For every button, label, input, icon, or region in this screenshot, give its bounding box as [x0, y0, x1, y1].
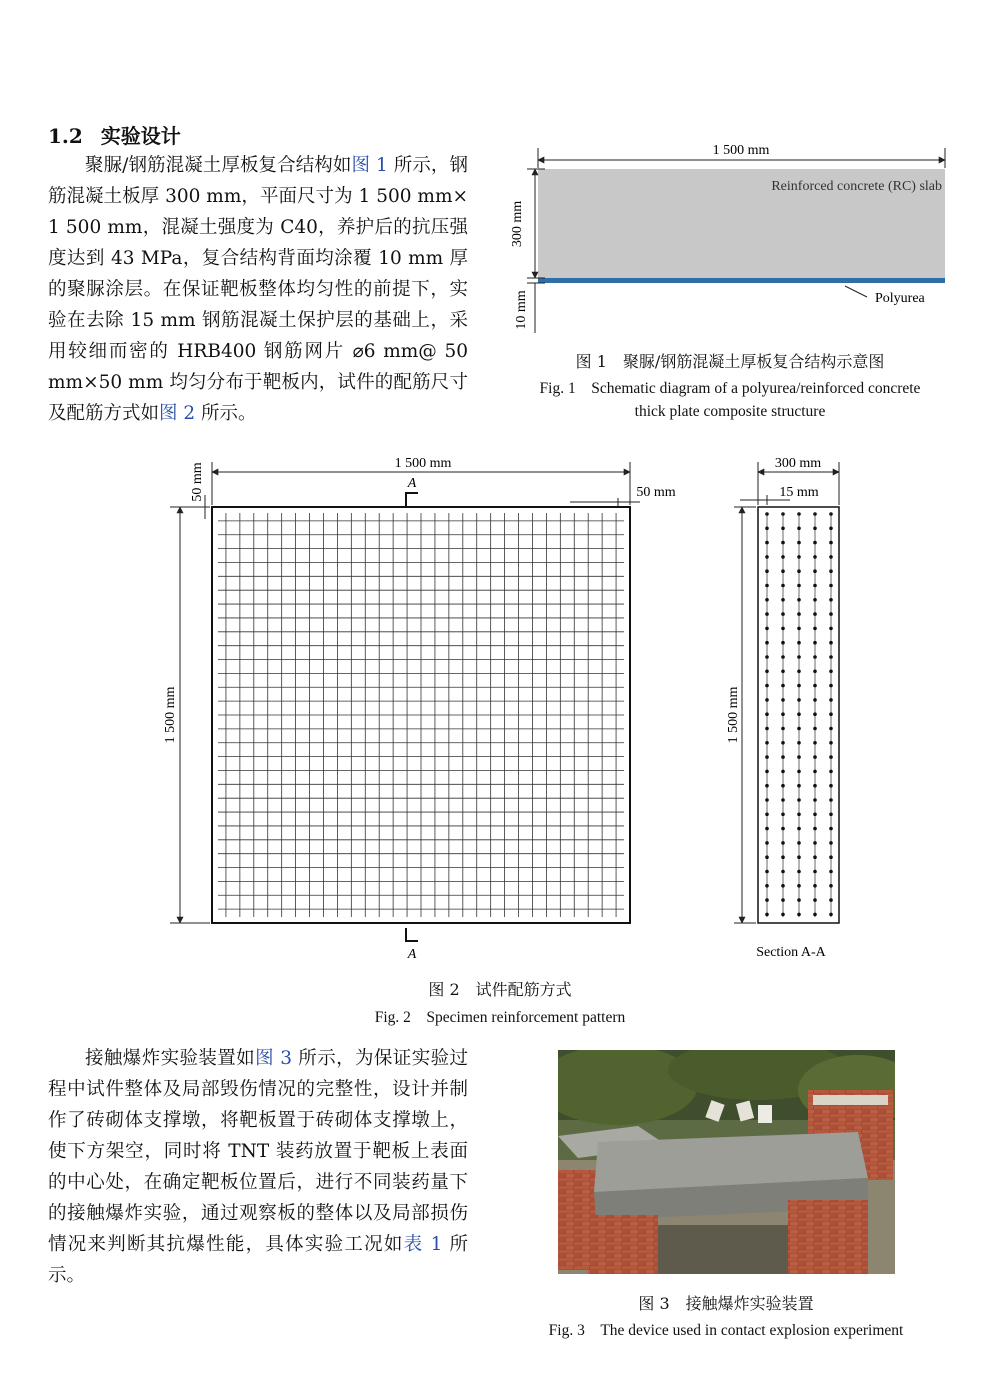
rebar-dot: [797, 855, 801, 859]
rebar-dot: [813, 712, 817, 716]
rebar-dot: [765, 655, 769, 659]
section-number: 1.2: [48, 124, 83, 148]
rebar-dot: [813, 870, 817, 874]
rebar-dot: [797, 655, 801, 659]
rebar-dot: [781, 770, 785, 774]
rebar-dot: [813, 898, 817, 902]
section-mark-bottom: A: [407, 947, 417, 962]
rebar-dot: [781, 641, 785, 645]
rebar-dot: [781, 913, 785, 917]
rebar-dot: [829, 555, 833, 559]
edge-dimension-top: 50 mm: [190, 462, 205, 502]
figure-1-caption-en-line2: thick plate composite structure: [634, 403, 826, 420]
figure-1-caption-cn: 图 1 聚脲/钢筋混凝土厚板复合结构示意图: [575, 352, 885, 371]
rebar-dot: [829, 655, 833, 659]
figure-2-caption-cn: 图 2 试件配筋方式: [428, 980, 572, 999]
rebar-dot: [765, 684, 769, 688]
rebar-dot: [765, 827, 769, 831]
rebar-dot: [829, 841, 833, 845]
rebar-dot: [829, 569, 833, 573]
rebar-dot: [813, 884, 817, 888]
rebar-dot: [765, 612, 769, 616]
rebar-dot: [813, 641, 817, 645]
rebar-dot: [813, 541, 817, 545]
rebar-dot: [813, 913, 817, 917]
section-cover-dimension: 15 mm: [779, 485, 819, 500]
rebar-dot: [781, 569, 785, 573]
rebar-dot: [829, 698, 833, 702]
rebar-dot: [781, 898, 785, 902]
figure-1-caption-en-line1: Fig. 1 Schematic diagram of a polyurea/reinforced concrete: [539, 380, 921, 397]
rebar-dot: [765, 884, 769, 888]
rebar-dot: [829, 884, 833, 888]
para2-text-b: 所示，为保证实验过程中试件整体及局部毁伤情况的完整性，设计并制作了砖砌体支撑墩，将靶板置于砖砌体支撑墩上，使下方架空，同时将 TNT 装药放置于靶板上表面的中心处，在确定靶板位置后，进行不同装药量下的接触爆炸实验，通过观察板的整体以及局部损伤情况来判断其抗爆性能，具体实验工况如: [48, 1048, 468, 1255]
polyurea-label: Polyurea: [875, 291, 925, 306]
rebar-dot: [797, 698, 801, 702]
rebar-dot: [813, 755, 817, 759]
figure-1-schematic: [505, 138, 955, 338]
rebar-dot: [829, 855, 833, 859]
section-marker-top: [406, 493, 418, 507]
rebar-dot: [813, 670, 817, 674]
rebar-dot: [829, 584, 833, 588]
rebar-dot: [813, 598, 817, 602]
rebar-dot: [781, 512, 785, 516]
rebar-dot: [797, 755, 801, 759]
rebar-dot: [797, 798, 801, 802]
rebar-dot: [781, 798, 785, 802]
table1-link[interactable]: 表 1: [403, 1234, 443, 1255]
rebar-dot: [781, 712, 785, 716]
rebar-dot: [829, 512, 833, 516]
fig2-link[interactable]: 图 2: [159, 403, 196, 424]
rebar-dot: [765, 584, 769, 588]
rebar-dot: [765, 641, 769, 645]
figure-3-caption-cn: 图 3 接触爆炸实验装置: [638, 1294, 814, 1313]
rebar-dot: [813, 627, 817, 631]
figure-2-caption-en: Fig. 2 Specimen reinforcement pattern: [374, 1009, 626, 1026]
rebar-dot: [765, 569, 769, 573]
rebar-dot: [813, 827, 817, 831]
rebar-dot: [829, 712, 833, 716]
rebar-dot: [813, 584, 817, 588]
section-title: 实验设计: [100, 124, 181, 148]
rebar-dot: [797, 841, 801, 845]
rebar-dot: [781, 670, 785, 674]
rebar-dot: [765, 741, 769, 745]
rebar-dot: [813, 784, 817, 788]
section-label: Section A-A: [756, 945, 826, 960]
rebar-dot: [765, 698, 769, 702]
rebar-dot: [765, 598, 769, 602]
rebar-dot: [781, 855, 785, 859]
rebar-dot: [813, 569, 817, 573]
rebar-dot: [797, 512, 801, 516]
rebar-dot: [813, 855, 817, 859]
section-mark-top: A: [407, 476, 417, 491]
paragraph-2: [48, 1043, 468, 1291]
rebar-dot: [797, 527, 801, 531]
rebar-dot: [813, 555, 817, 559]
rebar-dot: [765, 798, 769, 802]
rebar-dot: [797, 612, 801, 616]
para1-text-c: 所示。: [195, 403, 257, 424]
paragraph-1: [48, 150, 468, 429]
rebar-dot: [765, 784, 769, 788]
slab-label: Reinforced concrete (RC) slab: [771, 179, 942, 194]
rebar-dot: [797, 541, 801, 545]
rebar-dot: [781, 527, 785, 531]
rebar-dot: [765, 555, 769, 559]
rebar-dot: [781, 598, 785, 602]
rebar-dot: [781, 555, 785, 559]
rebar-dot: [765, 627, 769, 631]
rebar-dot: [829, 727, 833, 731]
experiment-photo-illustration: [558, 1050, 895, 1274]
rebar-dot: [797, 870, 801, 874]
rebar-dot: [829, 670, 833, 674]
rebar-dot: [813, 698, 817, 702]
rebar-dot: [813, 741, 817, 745]
rebar-dot: [829, 784, 833, 788]
rebar-dot: [765, 855, 769, 859]
rebar-dot: [829, 741, 833, 745]
rebar-dot: [797, 813, 801, 817]
rebar-dot: [765, 813, 769, 817]
rebar-dot: [781, 813, 785, 817]
rebar-dot: [797, 770, 801, 774]
rebar-dot: [765, 913, 769, 917]
para2-text-a: 接触爆炸实验装置如: [85, 1048, 256, 1069]
rebar-dot: [781, 870, 785, 874]
rebar-dot: [829, 913, 833, 917]
rebar-dot: [781, 684, 785, 688]
rebar-dot: [765, 541, 769, 545]
rebar-dot: [781, 827, 785, 831]
rebar-dot: [765, 670, 769, 674]
plan-width-dimension: 1 500 mm: [394, 456, 452, 471]
rebar-dot: [765, 727, 769, 731]
rebar-dot: [765, 512, 769, 516]
rebar-dot: [813, 727, 817, 731]
rebar-dot: [829, 684, 833, 688]
rebar-dot: [829, 527, 833, 531]
rebar-dot: [781, 655, 785, 659]
rebar-dot: [797, 569, 801, 573]
rebar-dot: [829, 898, 833, 902]
rebar-dot: [781, 741, 785, 745]
rebar-dot: [829, 798, 833, 802]
rebar-dot: [829, 627, 833, 631]
rebar-dot: [829, 813, 833, 817]
rebar-dot: [781, 784, 785, 788]
coating-thickness-dimension: 10 mm: [514, 290, 529, 330]
rebar-dot: [813, 512, 817, 516]
fig3-link[interactable]: 图 3: [255, 1048, 293, 1069]
rebar-dot: [781, 584, 785, 588]
rebar-dot: [797, 741, 801, 745]
section-marker-bottom: [406, 928, 418, 941]
rebar-dot: [813, 813, 817, 817]
para1-text-a: 聚脲/钢筋混凝土厚板复合结构如: [85, 155, 352, 176]
rebar-dot: [797, 827, 801, 831]
rebar-dot: [797, 627, 801, 631]
section-rebars: [765, 512, 833, 917]
rebar-dot: [813, 841, 817, 845]
rebar-dot: [765, 712, 769, 716]
rebar-dot: [765, 841, 769, 845]
rebar-dot: [813, 798, 817, 802]
rebar-dot: [797, 598, 801, 602]
width-dimension: 1 500 mm: [712, 143, 770, 158]
figure-3-photo: [558, 1050, 895, 1274]
rebar-dot: [797, 670, 801, 674]
rebar-dot: [797, 913, 801, 917]
rebar-dot: [797, 884, 801, 888]
edge-dimension-right: 50 mm: [636, 485, 676, 500]
rebar-dot: [813, 770, 817, 774]
rebar-dot: [813, 527, 817, 531]
rebar-dot: [829, 612, 833, 616]
rebar-dot: [829, 755, 833, 759]
rebar-dot: [829, 870, 833, 874]
figure-3-caption-en: Fig. 3 The device used in contact explosion experiment: [548, 1322, 904, 1339]
rebar-mesh: [218, 513, 624, 917]
rebar-dot: [797, 712, 801, 716]
rebar-dot: [797, 727, 801, 731]
rebar-dot: [797, 555, 801, 559]
rebar-dot: [813, 684, 817, 688]
rebar-dot: [813, 612, 817, 616]
rebar-dot: [765, 755, 769, 759]
rebar-dot: [797, 641, 801, 645]
section-width-dimension: 300 mm: [774, 456, 822, 471]
polyurea-coating: [538, 278, 945, 283]
rebar-dot: [829, 770, 833, 774]
rebar-dot: [781, 841, 785, 845]
fig1-link[interactable]: 图 1: [351, 155, 388, 176]
rebar-dot: [781, 698, 785, 702]
figure-2-reinforcement: [0, 445, 1000, 970]
section-height-dimension: 1 500 mm: [726, 686, 741, 744]
polyurea-leader-line: [845, 286, 867, 297]
rebar-dot: [797, 784, 801, 788]
section-heading: [48, 120, 181, 149]
rebar-dot: [781, 612, 785, 616]
figure-1-caption-en: [500, 377, 960, 423]
rebar-dot: [765, 898, 769, 902]
plan-height-dimension: 1 500 mm: [163, 686, 178, 744]
rebar-dot: [829, 598, 833, 602]
rebar-dot: [797, 584, 801, 588]
para1-text-b: 所示，钢筋混凝土板厚 300 mm，平面尺寸为 1 500 mm× 1 500 mm，混凝土强度为 C40，养护后的抗压强度达到 43 MPa，复合结构背面均涂覆 10 mm 厚的聚脲涂层。在保证靶板整体均匀性的前提下，实验在去除 15 mm 钢筋混凝土保护层的基础上，采用较细而密的 HRB400 钢筋网片 ⌀6 mm@ 50 mm×50 mm 均匀分布于靶板内，试件的配筋尺寸及配筋方式如: [48, 155, 469, 424]
rebar-dot: [829, 641, 833, 645]
rebar-dot: [797, 898, 801, 902]
rebar-dot: [765, 770, 769, 774]
rebar-dot: [797, 684, 801, 688]
rebar-dot: [781, 884, 785, 888]
rebar-dot: [781, 727, 785, 731]
rebar-dot: [765, 870, 769, 874]
rebar-dot: [765, 527, 769, 531]
rebar-dot: [829, 827, 833, 831]
rebar-dot: [781, 627, 785, 631]
rebar-dot: [781, 541, 785, 545]
slab-thickness-dimension: 300 mm: [510, 200, 525, 248]
rebar-dot: [781, 755, 785, 759]
rebar-dot: [829, 541, 833, 545]
para2-text-c: 所示。: [48, 1234, 468, 1286]
rebar-dot: [813, 655, 817, 659]
